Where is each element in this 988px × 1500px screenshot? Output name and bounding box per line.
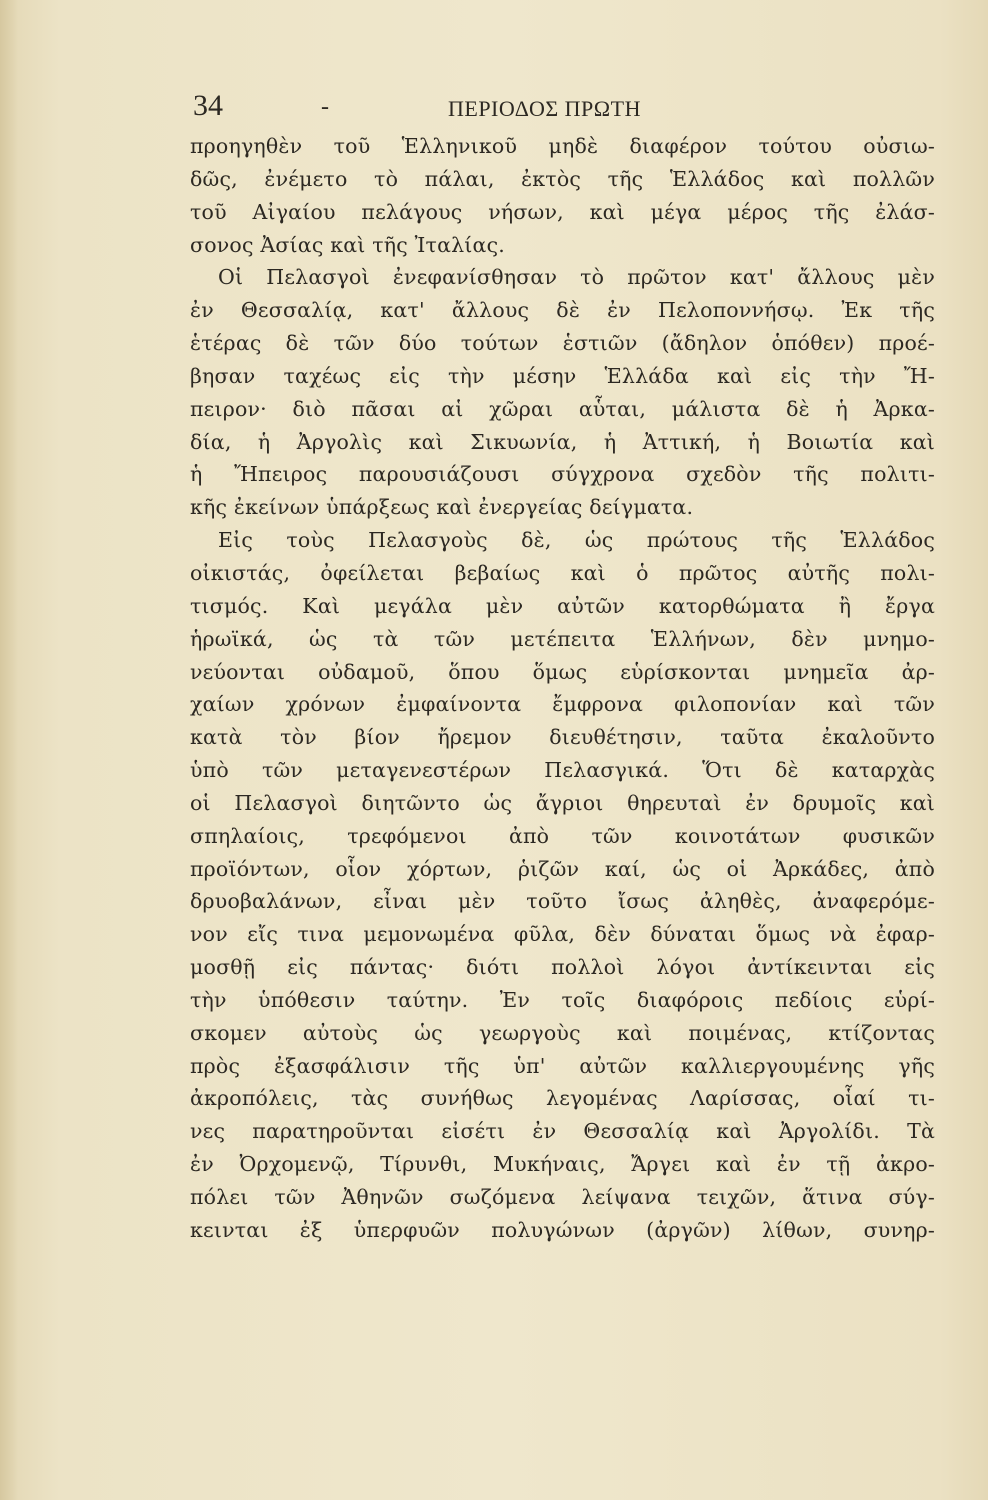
body-text <box>190 130 935 1247</box>
text-line: πόλει τῶν Ἀθηνῶν σωζόμενα λείψανα τειχῶν, ἅτινα σύγ- <box>190 1185 935 1209</box>
text-line: τοῦ Αἰγαίου πελάγους νήσων, καὶ μέγα μέρος τῆς ἐλάσ- <box>190 199 935 224</box>
text-line: νες παρατηροῦνται εἰσέτι ἐν Θεσσαλίᾳ καὶ Ἀργολίδι. Τὰ <box>190 1119 935 1144</box>
text-line: ἐν Θεσσαλίᾳ, κατ' ἄλλους δὲ ἐν Πελοποννήσῳ. Ἐκ τῆς <box>190 298 935 323</box>
text-line: οἱ Πελασγοὶ διητῶντο ὡς ἄγριοι θηρευταὶ ἐν δρυμοῖς καὶ <box>190 790 935 815</box>
text-line: χαίων χρόνων ἐμφαίνοντα ἔμφρονα φιλοπονίαν καὶ τῶν <box>190 692 935 717</box>
text-line: τισμός. Καὶ μεγάλα μὲν αὐτῶν κατορθώματα ἢ ἔργα <box>190 593 935 618</box>
text-line: κῆς ἐκείνων ὑπάρξεως καὶ ἐνεργείας δείγματα. <box>190 495 694 520</box>
text-line: δρυοβαλάνων, εἶναι μὲν τοῦτο ἴσως ἀληθὲς, ἀναφερόμε- <box>190 889 935 914</box>
text-line: ἑτέρας δὲ τῶν δύο τούτων ἑστιῶν (ἄδηλον ὁπόθεν) προέ- <box>190 331 935 356</box>
running-title: ΠΕΡΙΟΔΟΣ ΠΡΩΤΗ <box>448 96 641 121</box>
text-line: νεύονται οὐδαμοῦ, ὅπου ὅμως εὑρίσκονται μνημεῖα ἀρ- <box>190 659 935 684</box>
text-line: σονος Ἀσίας καὶ τῆς Ἰταλίας. <box>190 232 505 257</box>
text-line: πειρον· διὸ πᾶσαι αἱ χῶραι αὗται, μάλιστα δὲ ἡ Ἀρκα- <box>190 396 935 421</box>
text-line: Οἱ Πελασγοὶ ἐνεφανίσθησαν τὸ πρῶτον κατ' ἄλλους μὲν <box>218 265 935 290</box>
text-line: προϊόντων, οἷον χόρτων, ῥιζῶν καί, ὡς οἱ Ἀρκάδες, ἀπὸ <box>190 856 935 881</box>
text-line: σκομεν αὐτοὺς ὡς γεωργοὺς καὶ ποιμένας, κτίζοντας <box>190 1020 935 1045</box>
text-line: σπηλαίοις, τρεφόμενοι ἀπὸ τῶν κοινοτάτων φυσικῶν <box>190 823 935 848</box>
text-line: οἰκιστάς, ὀφείλεται βεβαίως καὶ ὁ πρῶτος αὐτῆς πολι- <box>190 560 935 585</box>
text-line: Εἰς τοὺς Πελασγοὺς δὲ, ὡς πρώτους τῆς Ἑλλάδος <box>218 528 935 553</box>
page-edge-shadow <box>0 0 18 1500</box>
text-line: μοσθῇ εἰς πάντας· διότι πολλοὶ λόγοι ἀντίκεινται εἰς <box>190 955 935 980</box>
text-line: δῶς, ἐνέμετο τὸ πάλαι, ἐκτὸς τῆς Ἑλλάδος καὶ πολλῶν <box>190 166 935 191</box>
text-line: τὴν ὑπόθεσιν ταύτην. Ἐν τοῖς διαφόροις πεδίοις εὑρί- <box>190 987 935 1012</box>
text-line: ἀκροπόλεις, τὰς συνήθως λεγομένας Λαρίσσας, οἷαί τι- <box>190 1086 935 1111</box>
page-header <box>193 88 933 128</box>
text-line: προηγηθὲν τοῦ Ἑλληνικοῦ μηδὲ διαφέρον τούτου οὐσιω- <box>190 134 935 158</box>
text-line: νον εἴς τινα μεμονωμένα φῦλα, δὲν δύναται ὅμως νὰ ἐφαρ- <box>190 922 935 947</box>
text-line: πρὸς ἐξασφάλισιν τῆς ὑπ' αὐτῶν καλλιεργουμένης γῆς <box>190 1053 935 1078</box>
text-line: βησαν ταχέως εἰς τὴν μέσην Ἑλλάδα καὶ εἰς τὴν Ἤ- <box>190 363 935 388</box>
text-line: κατὰ τὸν βίον ἤρεμον διευθέτησιν, ταῦτα ἐκαλοῦντο <box>190 725 935 750</box>
text-line: ἡ Ἤπειρος παρουσιάζουσι σύγχρονα σχεδὸν τῆς πολιτι- <box>190 462 935 487</box>
text-line: ὑπὸ τῶν μεταγενεστέρων Πελασγικά. Ὅτι δὲ καταρχὰς <box>190 758 935 783</box>
text-line: κεινται ἐξ ὑπερφυῶν πολυγώνων (ἀργῶν) λίθων, συνηρ- <box>190 1217 935 1242</box>
header-dash: - <box>321 94 329 120</box>
page-number: 34 <box>193 89 223 122</box>
text-line: ἐν Ὀρχομενῷ, Τίρυνθι, Μυκήναις, Ἄργει καὶ ἐν τῇ ἀκρο- <box>190 1152 935 1177</box>
text-line: ἡρωϊκά, ὡς τὰ τῶν μετέπειτα Ἑλλήνων, δὲν μνημο- <box>190 626 935 651</box>
text-line: δία, ἡ Ἀργολὶς καὶ Σικυωνία, ἡ Ἀττική, ἡ Βοιωτία καὶ <box>190 429 935 454</box>
